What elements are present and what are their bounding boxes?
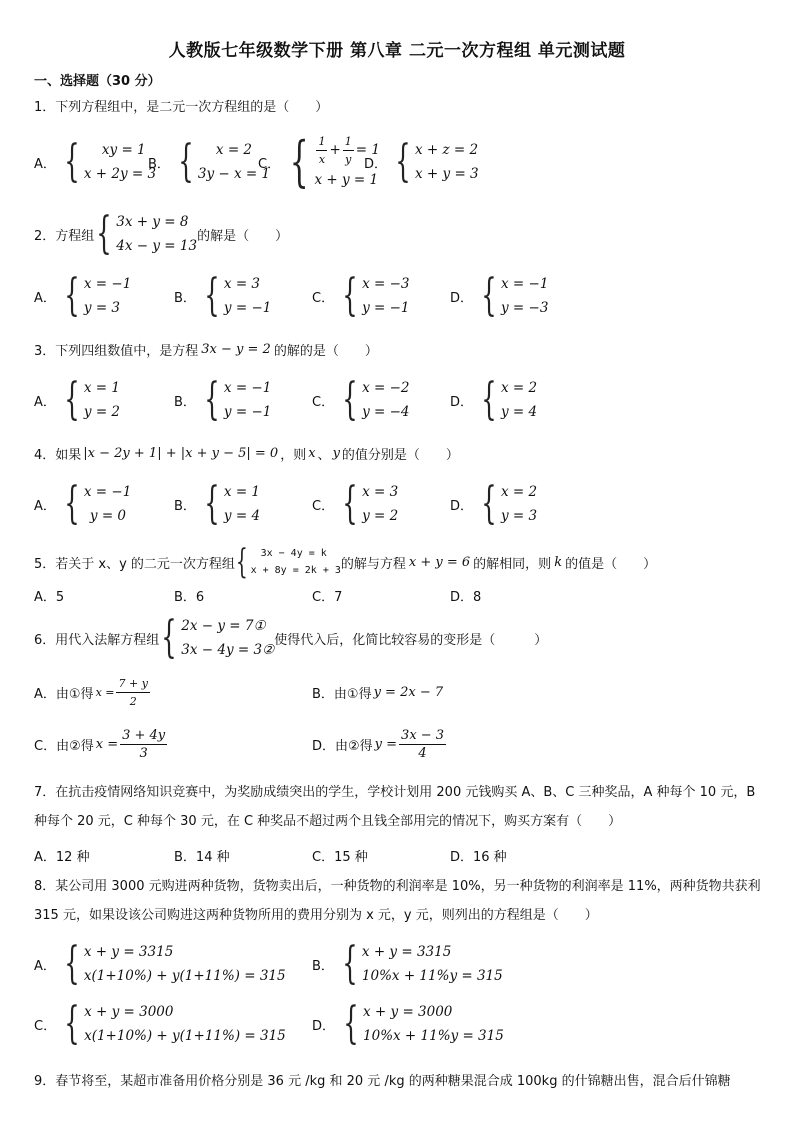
equation: x = −3 xyxy=(362,276,410,292)
variable: y xyxy=(332,446,340,461)
option-label: D． xyxy=(450,498,474,514)
fraction: $\frac{3x - 3}{4}$ xyxy=(401,727,445,761)
equation: x = −1 xyxy=(83,276,132,292)
q6-option-b[interactable] xyxy=(312,670,443,714)
q4-option-a[interactable]: A． { x = −1 y = 0 xyxy=(34,478,132,529)
stem-text: 3．下列四组数值中，是方程 xyxy=(34,344,199,359)
q6-option-a[interactable] xyxy=(34,670,152,714)
plus-sign: + xyxy=(329,142,341,158)
q5-option-d[interactable]: D．8 xyxy=(450,590,482,605)
question-6-options-cd xyxy=(34,722,774,766)
section-heading: 一、选择题（30 分） xyxy=(34,74,161,89)
variable: x xyxy=(308,446,316,461)
question-5-stem xyxy=(34,540,656,584)
option-label: B． xyxy=(148,156,170,172)
stem-text: 的值是（ ） xyxy=(565,556,657,572)
option-label: D． xyxy=(312,1018,336,1034)
q3-option-d[interactable]: D． { x = 2 y = 4 xyxy=(450,374,538,425)
option-label: A． xyxy=(34,958,56,974)
q4-option-d[interactable]: D． { x = 2 y = 3 xyxy=(450,478,538,529)
option-label: A． xyxy=(34,290,56,306)
equation: x + z = 2 xyxy=(415,142,479,158)
option-label: C． xyxy=(312,498,335,514)
question-6-options-ab xyxy=(34,670,774,714)
q3-option-a[interactable]: A． { x = 1 y = 2 xyxy=(34,374,121,425)
fraction: $\frac{7 + y}{2}$ xyxy=(118,676,148,708)
q3-option-c[interactable]: C． { x = −2 y = −4 xyxy=(312,374,410,425)
q2-option-a[interactable]: A． { x = −1 y = 3 xyxy=(34,270,132,321)
question-3-stem xyxy=(34,340,378,359)
equation-lhs: x = xyxy=(95,736,119,752)
option-label: D． xyxy=(450,394,474,410)
equation: x = −2 xyxy=(362,380,410,396)
option-label: A． xyxy=(34,498,56,514)
equation: x(1+10%) + y(1+11%) = 315 xyxy=(83,968,286,984)
q2-option-d[interactable]: D． { x = −1 y = −3 xyxy=(450,270,549,321)
question-1-stem: 1．下列方程组中，是二元一次方程组的是（ ） xyxy=(34,100,329,115)
question-4-stem xyxy=(34,444,459,463)
option-label: B． xyxy=(174,498,196,514)
equation: x = −1 xyxy=(501,276,549,292)
fraction: $\frac{1}{x}$ xyxy=(318,134,326,166)
q5-option-a[interactable]: A．5 xyxy=(34,590,65,605)
stem-text: 6．用代入法解方程组 xyxy=(34,632,160,648)
option-label: D． xyxy=(364,156,388,172)
equation-system: { x + z = 2 x + y = 3 xyxy=(395,136,479,187)
equation-system: { 3x − 4y = k x + 8y = 2k + 3 xyxy=(235,542,341,582)
q6-option-c[interactable] xyxy=(34,722,169,766)
q5-option-b[interactable]: B．6 xyxy=(174,590,205,605)
page-title: 人教版七年级数学下册 第八章 二元一次方程组 单元测试题 xyxy=(168,41,626,61)
equation: 3x − 4y = 3② xyxy=(181,642,275,658)
equation-system: { $\frac{1}{x}$ + $\frac{1}{y}$ = 1 x + y = 1 xyxy=(289,130,380,193)
question-7-stem: 7．在抗击疫情网络知识竞赛中，为奖励成绩突出的学生，学校计划用 200 元钱购买 A、B、C 三种奖品，A 种每个 10 元，B 种每个 20 元，C 种每个 30 元，在 C 种奖品不超过两个且钱全部用完的情况下，购买方案有（ ） xyxy=(34,785,756,829)
equation: 3y − x = 1 xyxy=(197,166,271,182)
equation: x = 3 xyxy=(223,276,261,292)
equation: x + y = 3 xyxy=(415,166,479,182)
equation: 2x − y = 7① xyxy=(181,618,266,634)
equation: x + 2y = 3 xyxy=(83,166,157,182)
option-label: B． xyxy=(174,394,196,410)
question-2-options xyxy=(34,270,774,322)
equation: x = 1 xyxy=(223,484,261,500)
option-label: B．由①得 xyxy=(312,686,372,702)
q1-option-a[interactable] xyxy=(34,136,156,188)
equation: y = 0 xyxy=(89,508,127,524)
stem-text: 5．若关于 x、y 的二元一次方程组 xyxy=(34,556,235,572)
equation: y = 2 xyxy=(362,508,399,524)
stem-text: 的解是（ ） xyxy=(197,228,289,244)
equation-system: { x = 2 3y − x = 1 xyxy=(178,136,271,187)
question-8-stem: 8．某公司用 3000 元购进两种货物，货物卖出后，一种货物的利润率是 10%，另一种货物的利润率是 11%，两种货物共获利 315 元，如果设该公司购进这两种货物所用的费用分别为 x 元，y 元，则列出的方程组是（ ） xyxy=(34,879,761,923)
equation: x(1+10%) + y(1+11%) = 315 xyxy=(84,1028,286,1044)
equation: x + y = 3315 xyxy=(361,944,452,960)
option-label: D．由②得 xyxy=(312,738,373,754)
q2-option-b[interactable]: B． { x = 3 y = −1 xyxy=(174,270,272,321)
equation: 10%x + 11%y = 315 xyxy=(363,1028,504,1044)
question-3-options xyxy=(34,374,774,426)
equation: y = 3 xyxy=(501,508,538,524)
equation: y = 4 xyxy=(501,404,538,420)
equation: y = 3 xyxy=(83,300,121,316)
equation: x = 3 xyxy=(362,484,399,500)
equation: y = 2x − 7 xyxy=(373,684,444,700)
equation: y = 4 xyxy=(223,508,261,524)
question-8-options-cd xyxy=(34,998,774,1050)
q7-option-b[interactable]: B．14 种 xyxy=(174,850,230,865)
option-label: B． xyxy=(312,958,334,974)
equation: x = 2 xyxy=(501,380,538,396)
separator: 、 xyxy=(317,448,331,463)
equation-lhs: x = xyxy=(95,685,115,699)
q7-option-a[interactable]: A．12 种 xyxy=(34,850,90,865)
equation: y = −1 xyxy=(223,404,272,420)
equation: y = −1 xyxy=(362,300,410,316)
question-4-options xyxy=(34,478,774,530)
equation: x + y = 3000 xyxy=(363,1004,453,1020)
q4-option-b[interactable]: B． { x = 1 y = 4 xyxy=(174,478,261,529)
stem-text: 使得代入后，化简比较容易的变形是（ ） xyxy=(274,632,548,648)
option-label: A．由①得 xyxy=(34,686,94,702)
equation: xy = 1 xyxy=(101,142,146,158)
fraction: $\frac{1}{y}$ xyxy=(344,134,352,166)
option-label: C．由②得 xyxy=(34,738,94,754)
equation: x + y = 3315 xyxy=(83,944,174,960)
equation: x = −1 xyxy=(83,484,132,500)
option-label: A． xyxy=(34,156,56,172)
option-label: A． xyxy=(34,394,56,410)
q8-option-c[interactable]: C． { x + y = 3000 x(1+10%) + y(1+11%) = 315 xyxy=(34,998,286,1049)
q8-option-b[interactable]: B． { x + y = 3315 10%x + 11%y = 315 xyxy=(312,938,503,989)
equation: x + y = 3000 xyxy=(84,1004,174,1020)
stem-text: ，则 xyxy=(280,448,307,463)
q1-option-b[interactable] xyxy=(148,136,270,188)
equation: x + y = 6 xyxy=(408,554,471,570)
q8-option-d[interactable]: D． { x + y = 3000 10%x + 11%y = 315 xyxy=(312,998,504,1049)
q8-option-a[interactable]: A． { x + y = 3315 x(1+10%) + y(1+11%) = 315 xyxy=(34,938,286,989)
equation: 3x + y = 8 xyxy=(116,214,189,230)
stem-text: 的值分别是（ ） xyxy=(341,448,459,463)
equation: x = 2 xyxy=(215,142,253,158)
equation: 10%x + 11%y = 315 xyxy=(361,968,503,984)
option-label: C． xyxy=(34,1018,57,1034)
q5-option-c[interactable]: C．7 xyxy=(312,590,343,605)
stem-text: 的解相同，则 xyxy=(473,556,552,572)
q1-option-c[interactable] xyxy=(258,130,380,193)
question-2-stem xyxy=(34,210,288,258)
equation-system: { xy = 1 x + 2y = 3 xyxy=(64,136,157,187)
option-label: C． xyxy=(312,290,335,306)
equation: x + 8y = 2k + 3 xyxy=(250,565,341,576)
stem-text: 2．方程组 xyxy=(34,228,95,244)
q7-option-c[interactable]: C．15 种 xyxy=(312,850,368,865)
equation: 4x − y = 13 xyxy=(116,238,198,254)
equation: 3x − 4y = k xyxy=(260,548,327,559)
stem-text: 4．如果 xyxy=(34,448,82,463)
option-label: D． xyxy=(450,290,474,306)
equation-system: { 3x + y = 8 4x − y = 13 xyxy=(96,208,198,259)
equation: x + y = 1 xyxy=(314,171,379,188)
equation-system: { 2x − y = 7① 3x − 4y = 3② xyxy=(161,612,275,663)
question-6-stem xyxy=(34,614,547,662)
equation: y = −4 xyxy=(362,404,410,420)
equation: x = 1 xyxy=(83,380,121,396)
equation-rhs: = 1 xyxy=(355,142,380,158)
equation: y = −3 xyxy=(501,300,549,316)
option-label: C． xyxy=(258,156,281,172)
question-8-options-ab xyxy=(34,938,774,990)
q7-option-d[interactable]: D．16 种 xyxy=(450,850,507,865)
q6-option-d[interactable] xyxy=(312,722,448,766)
stem-text: 的解与方程 xyxy=(340,556,406,572)
equation: |x − 2y + 1| + |x + y − 5| = 0 xyxy=(83,446,279,461)
variable: k xyxy=(554,554,563,570)
option-label: C． xyxy=(312,394,335,410)
question-9-stem: 9．春节将至，某超市准备用价格分别是 36 元 /kg 和 20 元 /kg 的两种糖果混合成 100kg 的什锦糖出售，混合后什锦糖 xyxy=(34,1074,731,1089)
equation: y = 2 xyxy=(83,404,121,420)
equation-lhs: y = xyxy=(374,736,398,752)
equation: x = 2 xyxy=(501,484,538,500)
equation: 3x − y = 2 xyxy=(201,342,271,357)
q3-option-b[interactable]: B． { x = −1 y = −1 xyxy=(174,374,272,425)
question-1-options xyxy=(34,130,774,193)
option-label: B． xyxy=(174,290,196,306)
q2-option-c[interactable]: C． { x = −3 y = −1 xyxy=(312,270,410,321)
q1-option-d[interactable] xyxy=(364,136,479,188)
equation: x = −1 xyxy=(223,380,272,396)
q4-option-c[interactable]: C． { x = 3 y = 2 xyxy=(312,478,399,529)
stem-text: 的解的是（ ） xyxy=(273,344,378,359)
fraction: $\frac{3 + 4y}{3}$ xyxy=(122,727,166,761)
equation: y = −1 xyxy=(223,300,272,316)
